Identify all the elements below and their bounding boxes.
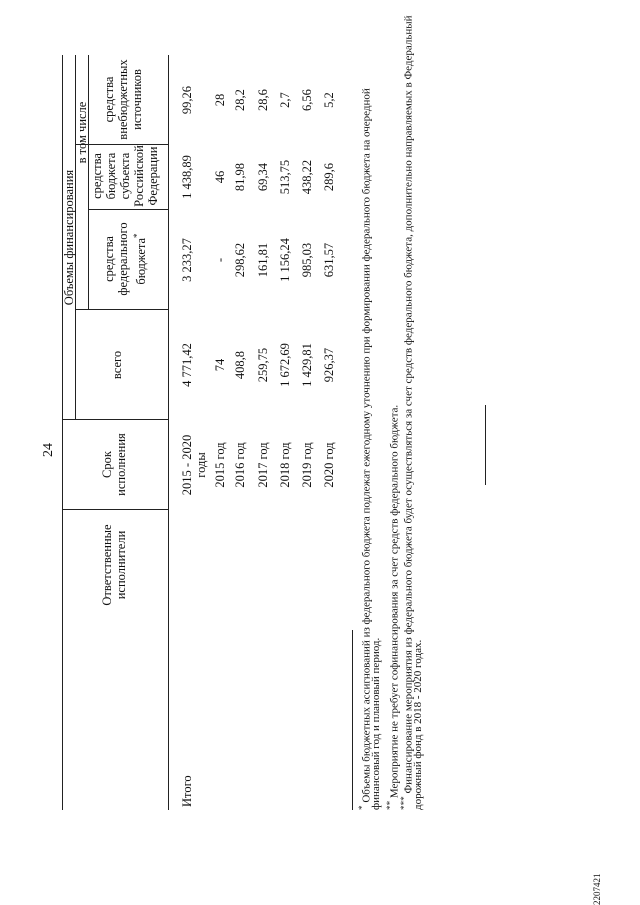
cell-total: 4 771,42 [180, 343, 194, 387]
cell-term: 2019 год [300, 442, 314, 488]
cell-offbudget: 2,7 [278, 92, 292, 108]
cell-total: 1 429,81 [300, 343, 314, 387]
cell-total: 74 [213, 358, 227, 372]
header-federal: средства федерального бюджета* [102, 222, 149, 296]
footnote-3: *** Финансирование мероприятия из федерального бюджета будет осуществляться за счет средств федерального бюджета, дополнительно направляемых в Федеральный [399, 15, 415, 810]
footnote-1-cont: финансовый год и плановый период. [370, 637, 382, 810]
cell-offbudget: 99,26 [180, 85, 194, 115]
cell-term: 2017 год [256, 442, 270, 488]
cell-regional: 46 [213, 170, 227, 184]
cell-federal: 3 233,27 [180, 238, 194, 282]
cell-regional: 81,98 [233, 162, 247, 192]
header-including: в том числе [75, 101, 89, 164]
col-divider-4 [88, 209, 168, 210]
cell-offbudget: 6,56 [300, 89, 314, 111]
cell-federal: 631,57 [322, 242, 336, 278]
cell-total: 1 672,69 [278, 343, 292, 387]
header-total: всего [110, 350, 124, 380]
page-number: 24 [41, 443, 56, 457]
cell-total: 408,8 [233, 350, 247, 380]
cell-regional: 289,6 [322, 162, 336, 192]
cell-federal: 161,81 [256, 242, 270, 278]
cell-federal: 298,62 [233, 242, 247, 278]
cell-regional: 513,75 [278, 159, 292, 195]
cell-regional: 1 438,89 [180, 155, 194, 199]
cell-federal: - [213, 257, 227, 263]
cell-regional: 438,22 [300, 159, 314, 195]
center-rule [485, 405, 486, 485]
cell-term: 2020 год [322, 442, 336, 488]
cell-offbudget: 28,6 [256, 89, 270, 111]
cell-total: 926,37 [322, 347, 336, 383]
header-bottom-border [168, 55, 169, 810]
header-funding: Объемы финансирования [62, 169, 76, 306]
cell-regional: 69,34 [256, 162, 270, 192]
cell-offbudget: 28 [213, 93, 227, 107]
cell-term: 2015 - 2020 годы [180, 434, 208, 496]
footnote-3-cont: дорожный фонд в 2018 - 2020 годах. [412, 639, 424, 810]
cell-term: 2018 год [278, 442, 292, 488]
cell-term: 2016 год [233, 442, 247, 488]
footnote-1: * Объемы бюджетных ассигнований из федерального бюджета подлежат ежегодному уточнению при формировании федерального бюджета на очередной [357, 88, 373, 810]
cell-offbudget: 5,2 [322, 92, 336, 108]
footnote-separator [352, 630, 353, 810]
footnote-2: ** Мероприятие не требует софинансирования за счет средств федерального бюджета. [385, 404, 401, 810]
row-label-total: Итого [180, 775, 194, 807]
cell-total: 259,75 [256, 347, 270, 383]
doc-code: 2207421 [592, 873, 602, 905]
cell-federal: 1 156,24 [278, 238, 292, 282]
cell-federal: 985,03 [300, 242, 314, 278]
header-regional: средства бюджета субъекта Российской Федерации [90, 145, 160, 207]
cell-term: 2015 год [213, 442, 227, 488]
header-executors: Ответственные исполнители [100, 524, 128, 606]
cell-offbudget: 28,2 [233, 89, 247, 111]
header-offbudget: средства внебюджетных источников [102, 59, 144, 140]
header-term: Срок исполнения [100, 433, 128, 496]
